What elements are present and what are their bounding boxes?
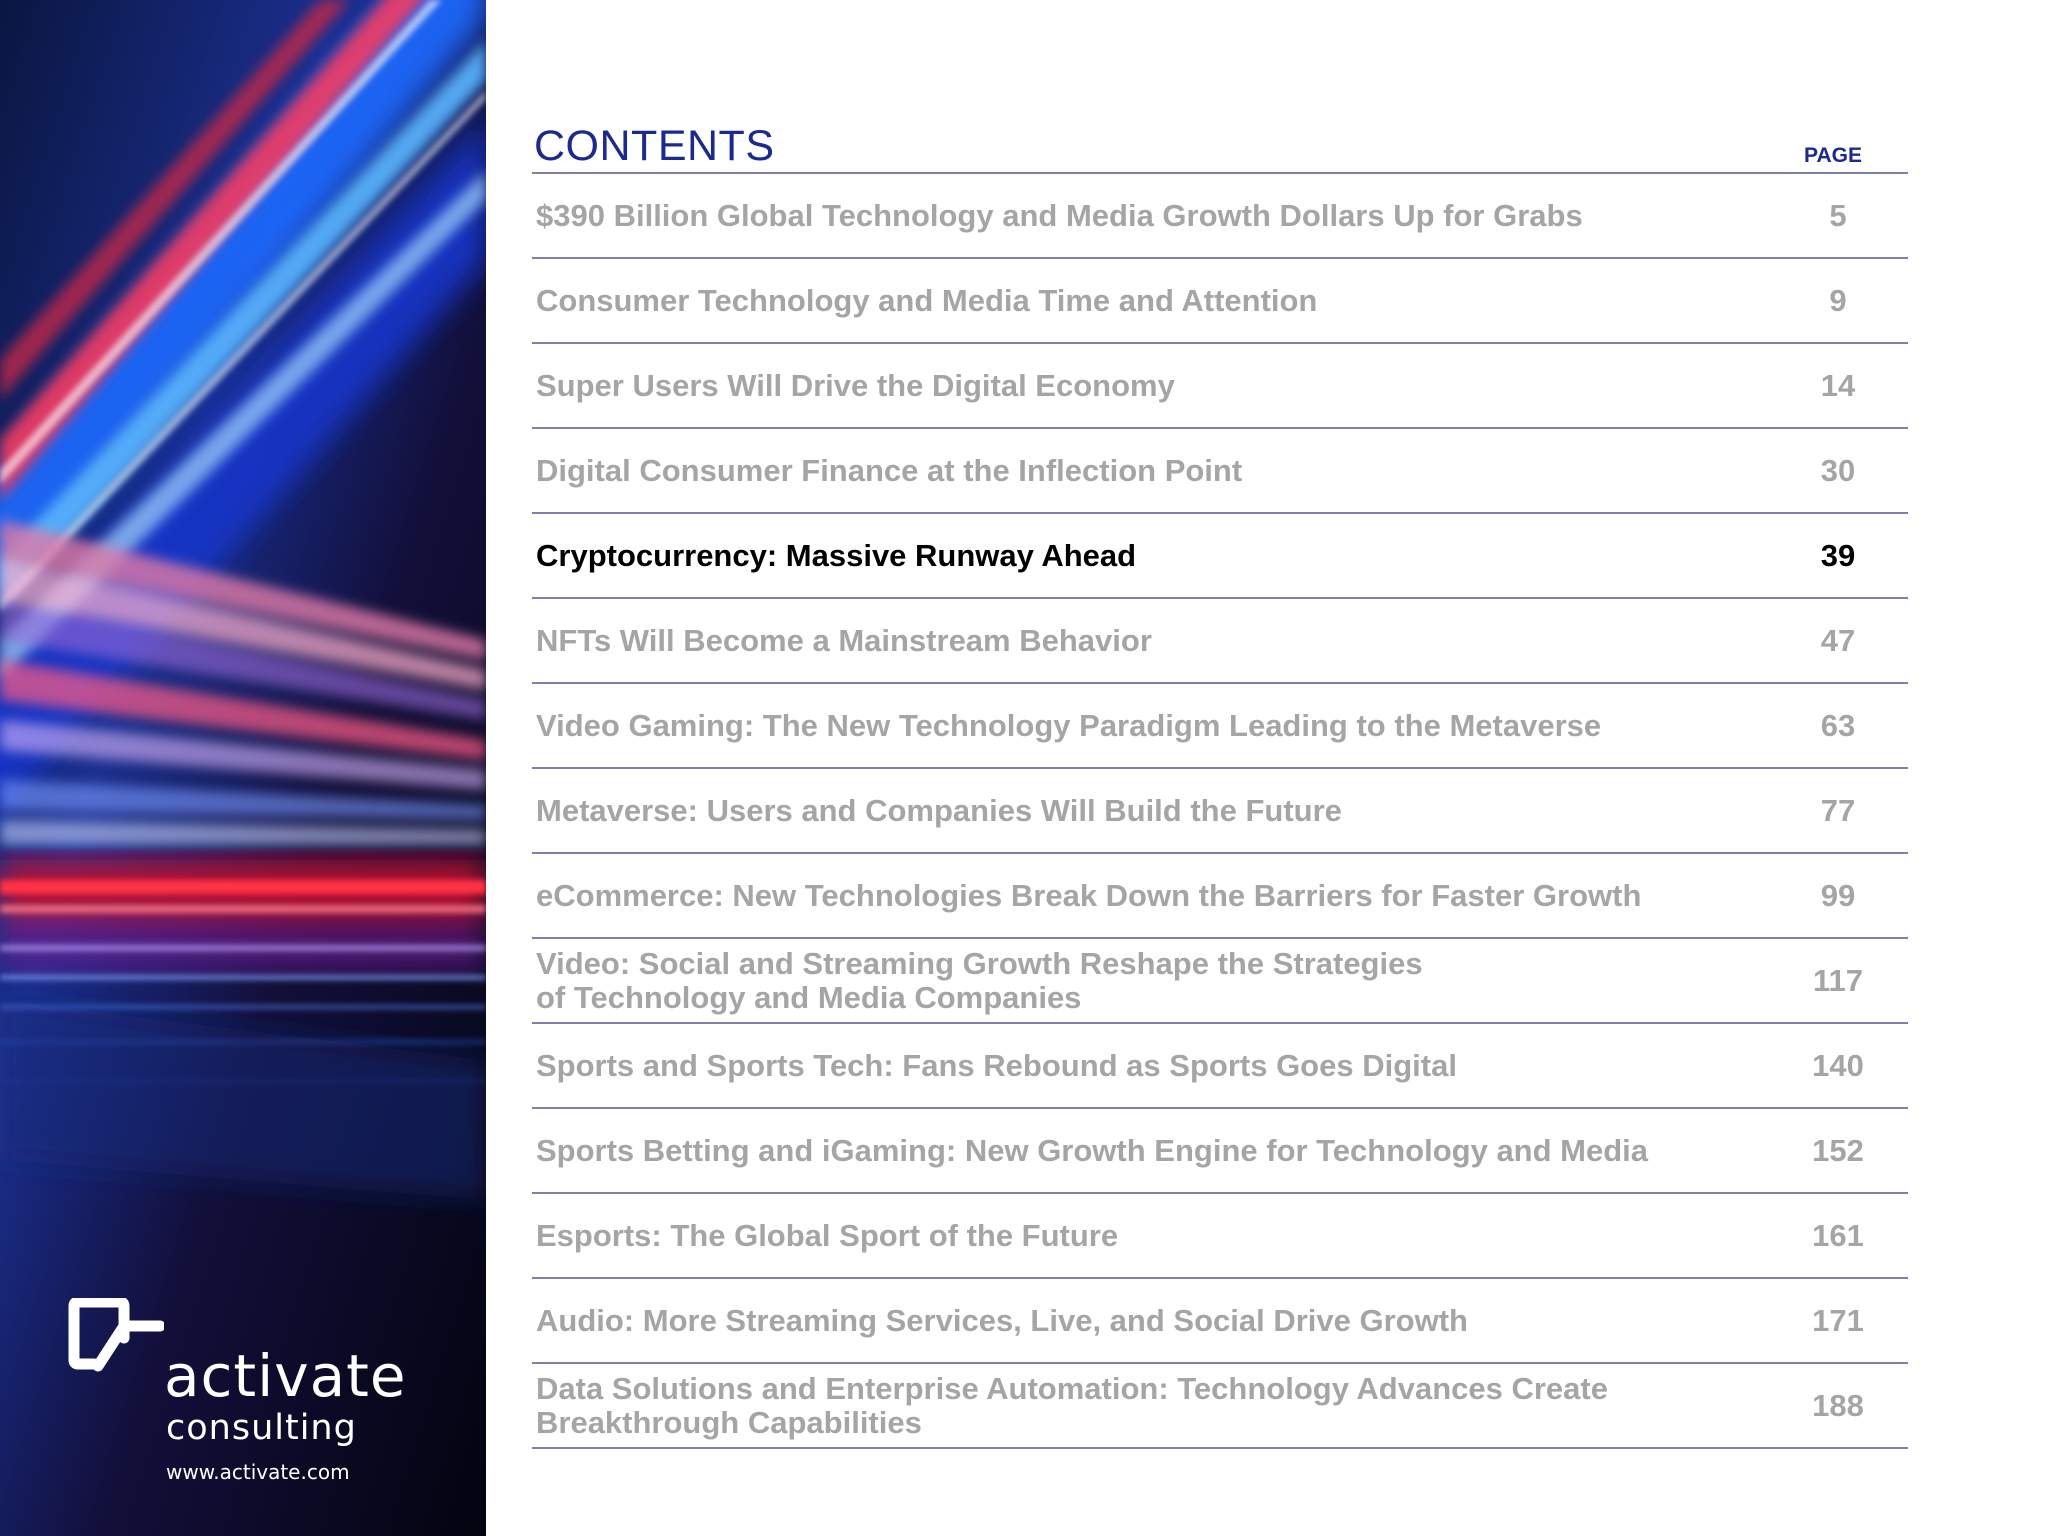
toc-entry-page: 140 [1812,1047,1864,1083]
brand-sub: consulting [166,1408,357,1448]
toc-row[interactable] [532,429,1908,514]
toc-row[interactable] [532,769,1908,854]
toc-entry-title: Super Users Will Drive the Digital Economy [536,367,1175,403]
toc-row[interactable] [532,259,1908,344]
page-column-header: PAGE [1804,144,1862,167]
cover-art-panel [0,0,486,1536]
toc-header [532,118,1908,174]
toc-row[interactable] [532,1109,1908,1194]
toc-entry-page: 188 [1812,1387,1864,1423]
toc-entry-page: 152 [1812,1132,1864,1168]
page-title: CONTENTS [534,122,775,170]
toc-entry-page: 161 [1812,1217,1864,1253]
toc-entry-page: 47 [1820,622,1856,658]
toc-entry-title: Cryptocurrency: Massive Runway Ahead [536,537,1137,573]
toc-entry-title: Consumer Technology and Media Time and Attention [536,282,1318,318]
toc-entry-title: Digital Consumer Finance at the Inflection Point [536,452,1243,488]
toc-entry-page: 5 [1829,197,1847,233]
toc-entry-title: eCommerce: New Technologies Break Down the Barriers for Faster Growth [536,877,1642,913]
toc-entry-title: NFTs Will Become a Mainstream Behavior [536,622,1152,658]
toc-entry-page: 63 [1820,707,1856,743]
toc-row[interactable] [532,1194,1908,1279]
toc-entry-page: 99 [1820,877,1856,913]
toc-entry-page: 77 [1820,792,1856,828]
toc-entry-title: Data Solutions and Enterprise Automation: Technology Advances Create Breakthrough Capabilities [536,1370,1608,1440]
toc-row[interactable] [532,684,1908,769]
toc-entry-page: 30 [1820,452,1856,488]
toc-row[interactable] [532,1364,1908,1449]
toc-row[interactable] [532,514,1908,599]
toc-row[interactable] [532,939,1908,1024]
toc-row[interactable] [532,854,1908,939]
toc-entry-title: Video Gaming: The New Technology Paradigm Leading to the Metaverse [536,707,1602,743]
brand-name: activate [164,1342,407,1410]
toc-row[interactable] [532,174,1908,259]
toc-entry-page: 117 [1812,962,1863,998]
toc-row[interactable] [532,344,1908,429]
toc-entry-title: $390 Billion Global Technology and Media Growth Dollars Up for Grabs [536,197,1583,233]
activate-logo-icon [68,1298,164,1372]
toc-entry-title: Audio: More Streaming Services, Live, and Social Drive Growth [536,1302,1468,1338]
activate-logo [68,1298,468,1498]
toc-entry-page: 14 [1820,367,1856,403]
toc-row[interactable] [532,1279,1908,1364]
table-of-contents [532,118,1908,1449]
toc-entry-title: Video: Social and Streaming Growth Reshape the Strategies of Technology and Media Companies [536,945,1423,1015]
toc-row[interactable] [532,1024,1908,1109]
toc-entry-title: Sports Betting and iGaming: New Growth Engine for Technology and Media [536,1132,1649,1168]
toc-entry-page: 9 [1829,282,1847,318]
toc-entry-title: Esports: The Global Sport of the Future [536,1217,1119,1253]
toc-entry-page: 171 [1812,1302,1864,1338]
toc-row[interactable] [532,599,1908,684]
toc-entry-title: Sports and Sports Tech: Fans Rebound as Sports Goes Digital [536,1047,1457,1083]
toc-list [532,174,1908,1449]
brand-url[interactable]: www.activate.com [166,1460,350,1484]
toc-entry-page: 39 [1820,537,1856,573]
toc-entry-title: Metaverse: Users and Companies Will Build the Future [536,792,1342,828]
